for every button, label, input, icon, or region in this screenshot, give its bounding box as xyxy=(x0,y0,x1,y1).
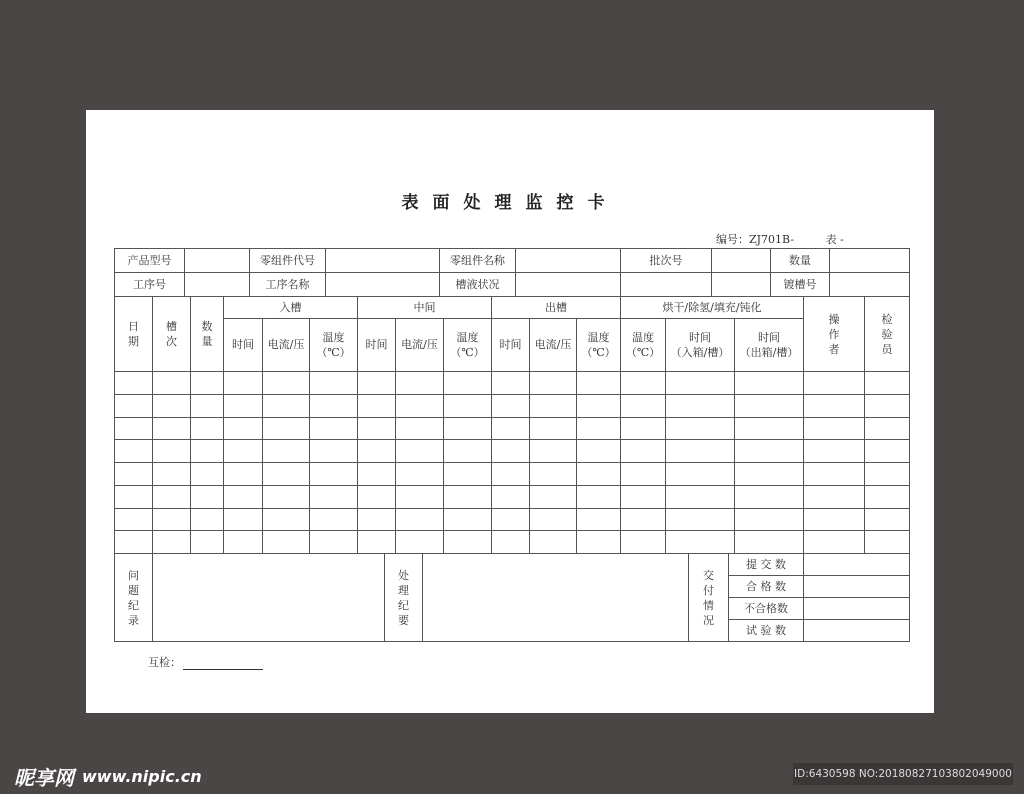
table-cell-r3-c17[interactable] xyxy=(864,417,910,440)
table-cell-r4-c5[interactable] xyxy=(262,439,310,463)
table-cell-r2-c16[interactable] xyxy=(803,394,865,418)
group-in-header: 入槽 xyxy=(223,296,358,319)
table-cell-r1-c11[interactable] xyxy=(529,371,577,395)
process-no-field[interactable] xyxy=(184,272,250,297)
bath-status-field[interactable] xyxy=(515,272,621,297)
table-cell-r7-c5[interactable] xyxy=(262,508,310,531)
table-cell-r2-c2[interactable] xyxy=(152,394,191,418)
bath-status-label: 槽液状况 xyxy=(439,272,516,297)
quantity-label: 数量 xyxy=(770,248,830,273)
table-cell-r7-c4[interactable] xyxy=(223,508,263,531)
sub-bake-time-out: 时间 （出箱/槽） xyxy=(734,318,804,372)
table-cell-r4-c12[interactable] xyxy=(576,439,621,463)
table-cell-r8-c17[interactable] xyxy=(864,530,910,554)
table-cell-r1-c16[interactable] xyxy=(803,371,865,395)
table-cell-r8-c10[interactable] xyxy=(491,530,530,554)
unqualified-count-label: 不合格数 xyxy=(728,597,804,620)
submitted-count-label: 提 交 数 xyxy=(728,553,804,576)
table-cell-r5-c7[interactable] xyxy=(357,462,396,486)
table-cell-r1-c3[interactable] xyxy=(190,371,224,395)
table-cell-r5-c5[interactable] xyxy=(262,462,310,486)
table-cell-r4-c7[interactable] xyxy=(357,439,396,463)
batch-no-label: 批次号 xyxy=(620,248,712,273)
group-mid-header: 中间 xyxy=(357,296,492,319)
table-cell-r6-c3[interactable] xyxy=(190,485,224,509)
table-cell-r1-c7[interactable] xyxy=(357,371,396,395)
table-cell-r4-c11[interactable] xyxy=(529,439,577,463)
table-cell-r5-c16[interactable] xyxy=(803,462,865,486)
plating-tank-field[interactable] xyxy=(829,272,910,297)
table-cell-r2-c14[interactable] xyxy=(665,394,735,418)
sheet-label: 表 - xyxy=(825,233,844,246)
table-cell-r8-c2[interactable] xyxy=(152,530,191,554)
table-cell-r5-c15[interactable] xyxy=(734,462,804,486)
table-cell-r8-c13[interactable] xyxy=(620,530,666,554)
table-cell-r5-c9[interactable] xyxy=(443,462,492,486)
product-model-label: 产品型号 xyxy=(114,248,185,273)
table-cell-r5-c13[interactable] xyxy=(620,462,666,486)
test-count-field[interactable] xyxy=(803,619,910,642)
table-cell-r1-c8[interactable] xyxy=(395,371,444,395)
table-cell-r3-c9[interactable] xyxy=(443,417,492,440)
table-cell-r7-c12[interactable] xyxy=(576,508,621,531)
col-tank-header: 槽 次 xyxy=(152,296,191,372)
col-inspector-header: 检 验 员 xyxy=(864,296,910,372)
table-cell-r2-c5[interactable] xyxy=(262,394,310,418)
table-cell-r8-c14[interactable] xyxy=(665,530,735,554)
table-cell-r2-c1[interactable] xyxy=(114,394,153,418)
group-bake-header: 烘干/除氢/填充/钝化 xyxy=(620,296,804,319)
table-cell-r5-c14[interactable] xyxy=(665,462,735,486)
table-cell-r2-c17[interactable] xyxy=(864,394,910,418)
bath-status-extra-field[interactable] xyxy=(620,272,712,297)
table-cell-r2-c8[interactable] xyxy=(395,394,444,418)
part-name-field[interactable] xyxy=(515,248,621,273)
table-cell-r4-c13[interactable] xyxy=(620,439,666,463)
table-cell-r4-c10[interactable] xyxy=(491,439,530,463)
table-cell-r6-c7[interactable] xyxy=(357,485,396,509)
table-cell-r3-c6[interactable] xyxy=(309,417,358,440)
col-date-header: 日 期 xyxy=(114,296,153,372)
qualified-count-label: 合 格 数 xyxy=(728,575,804,598)
table-cell-r8-c1[interactable] xyxy=(114,530,153,554)
image-id-badge: ID:6430598 NO:20180827103802049000 xyxy=(793,763,1013,785)
table-cell-r3-c13[interactable] xyxy=(620,417,666,440)
table-cell-r4-c3[interactable] xyxy=(190,439,224,463)
part-code-field[interactable] xyxy=(325,248,440,273)
table-cell-r1-c14[interactable] xyxy=(665,371,735,395)
quantity-field[interactable] xyxy=(829,248,910,273)
sub-out-time: 时间 xyxy=(491,318,530,372)
table-cell-r4-c1[interactable] xyxy=(114,439,153,463)
table-cell-r6-c8[interactable] xyxy=(395,485,444,509)
table-cell-r6-c1[interactable] xyxy=(114,485,153,509)
table-cell-r4-c9[interactable] xyxy=(443,439,492,463)
table-cell-r3-c10[interactable] xyxy=(491,417,530,440)
table-cell-r1-c6[interactable] xyxy=(309,371,358,395)
table-cell-r6-c15[interactable] xyxy=(734,485,804,509)
table-cell-r2-c15[interactable] xyxy=(734,394,804,418)
qualified-count-field[interactable] xyxy=(803,575,910,598)
table-cell-r6-c12[interactable] xyxy=(576,485,621,509)
table-cell-r1-c1[interactable] xyxy=(114,371,153,395)
table-cell-r1-c15[interactable] xyxy=(734,371,804,395)
table-cell-r7-c16[interactable] xyxy=(803,508,865,531)
table-cell-r7-c15[interactable] xyxy=(734,508,804,531)
table-cell-r8-c16[interactable] xyxy=(803,530,865,554)
table-cell-r3-c5[interactable] xyxy=(262,417,310,440)
table-cell-r3-c7[interactable] xyxy=(357,417,396,440)
table-cell-r3-c14[interactable] xyxy=(665,417,735,440)
table-cell-r3-c8[interactable] xyxy=(395,417,444,440)
table-cell-r5-c6[interactable] xyxy=(309,462,358,486)
table-cell-r7-c14[interactable] xyxy=(665,508,735,531)
table-cell-r6-c5[interactable] xyxy=(262,485,310,509)
table-cell-r2-c11[interactable] xyxy=(529,394,577,418)
sub-bake-temp: 温度 （℃） xyxy=(620,318,666,372)
table-cell-r5-c1[interactable] xyxy=(114,462,153,486)
table-cell-r7-c11[interactable] xyxy=(529,508,577,531)
table-cell-r1-c12[interactable] xyxy=(576,371,621,395)
mutual-check-signature xyxy=(148,654,263,670)
issue-record-label: 问 题 纪 录 xyxy=(114,553,153,642)
table-cell-r7-c1[interactable] xyxy=(114,508,153,531)
table-cell-r4-c2[interactable] xyxy=(152,439,191,463)
unqualified-count-field[interactable] xyxy=(803,597,910,620)
table-cell-r6-c17[interactable] xyxy=(864,485,910,509)
sub-mid-current: 电流/压 xyxy=(395,318,444,372)
sub-in-temp: 温度 （℃） xyxy=(309,318,358,372)
table-cell-r3-c15[interactable] xyxy=(734,417,804,440)
table-cell-r6-c11[interactable] xyxy=(529,485,577,509)
table-cell-r8-c8[interactable] xyxy=(395,530,444,554)
table-cell-r2-c10[interactable] xyxy=(491,394,530,418)
table-cell-r3-c11[interactable] xyxy=(529,417,577,440)
handling-summary-field[interactable] xyxy=(422,553,689,642)
table-cell-r2-c7[interactable] xyxy=(357,394,396,418)
table-cell-r8-c11[interactable] xyxy=(529,530,577,554)
table-cell-r2-c9[interactable] xyxy=(443,394,492,418)
table-cell-r8-c6[interactable] xyxy=(309,530,358,554)
sub-out-current: 电流/压 xyxy=(529,318,577,372)
table-cell-r3-c3[interactable] xyxy=(190,417,224,440)
table-cell-r6-c9[interactable] xyxy=(443,485,492,509)
table-cell-r7-c8[interactable] xyxy=(395,508,444,531)
mutual-check-label: 互检： xyxy=(148,656,181,669)
table-cell-r6-c16[interactable] xyxy=(803,485,865,509)
table-cell-r4-c6[interactable] xyxy=(309,439,358,463)
handling-summary-label: 处 理 纪 要 xyxy=(384,553,423,642)
table-cell-r2-c13[interactable] xyxy=(620,394,666,418)
table-cell-r7-c7[interactable] xyxy=(357,508,396,531)
table-cell-r8-c9[interactable] xyxy=(443,530,492,554)
table-cell-r6-c13[interactable] xyxy=(620,485,666,509)
submitted-count-field[interactable] xyxy=(803,553,910,576)
table-cell-r2-c4[interactable] xyxy=(223,394,263,418)
process-no-label: 工序号 xyxy=(114,272,185,297)
table-cell-r3-c16[interactable] xyxy=(803,417,865,440)
table-cell-r4-c17[interactable] xyxy=(864,439,910,463)
table-cell-r1-c10[interactable] xyxy=(491,371,530,395)
process-name-label: 工序名称 xyxy=(249,272,326,297)
table-cell-r7-c10[interactable] xyxy=(491,508,530,531)
table-cell-r8-c5[interactable] xyxy=(262,530,310,554)
issue-record-field[interactable] xyxy=(152,553,385,642)
col-qty-header: 数 量 xyxy=(190,296,224,372)
table-cell-r8-c3[interactable] xyxy=(190,530,224,554)
form-title: 表面处理监控卡 xyxy=(401,193,619,213)
table-cell-r5-c2[interactable] xyxy=(152,462,191,486)
table-cell-r3-c4[interactable] xyxy=(223,417,263,440)
mutual-check-signature-line[interactable] xyxy=(183,659,263,670)
table-cell-r3-c1[interactable] xyxy=(114,417,153,440)
table-cell-r1-c5[interactable] xyxy=(262,371,310,395)
table-cell-r7-c3[interactable] xyxy=(190,508,224,531)
table-cell-r4-c15[interactable] xyxy=(734,439,804,463)
table-cell-r3-c12[interactable] xyxy=(576,417,621,440)
table-cell-r3-c2[interactable] xyxy=(152,417,191,440)
table-cell-r8-c7[interactable] xyxy=(357,530,396,554)
watermark-url: www.nipic.cn xyxy=(82,767,202,786)
table-cell-r6-c14[interactable] xyxy=(665,485,735,509)
table-cell-r5-c3[interactable] xyxy=(190,462,224,486)
table-cell-r7-c9[interactable] xyxy=(443,508,492,531)
table-cell-r6-c2[interactable] xyxy=(152,485,191,509)
table-cell-r1-c17[interactable] xyxy=(864,371,910,395)
sub-in-current: 电流/压 xyxy=(262,318,310,372)
bath-status-extra-field-2[interactable] xyxy=(711,272,771,297)
table-cell-r4-c4[interactable] xyxy=(223,439,263,463)
table-cell-r7-c17[interactable] xyxy=(864,508,910,531)
delivery-status-label: 交 付 情 况 xyxy=(688,553,729,642)
table-cell-r6-c6[interactable] xyxy=(309,485,358,509)
table-cell-r1-c13[interactable] xyxy=(620,371,666,395)
product-model-field[interactable] xyxy=(184,248,250,273)
table-cell-r5-c8[interactable] xyxy=(395,462,444,486)
table-cell-r5-c10[interactable] xyxy=(491,462,530,486)
batch-no-field[interactable] xyxy=(711,248,771,273)
table-cell-r8-c4[interactable] xyxy=(223,530,263,554)
table-cell-r1-c4[interactable] xyxy=(223,371,263,395)
table-cell-r5-c11[interactable] xyxy=(529,462,577,486)
table-cell-r7-c13[interactable] xyxy=(620,508,666,531)
table-cell-r4-c8[interactable] xyxy=(395,439,444,463)
table-cell-r4-c14[interactable] xyxy=(665,439,735,463)
sub-in-time: 时间 xyxy=(223,318,263,372)
table-cell-r2-c6[interactable] xyxy=(309,394,358,418)
table-cell-r6-c10[interactable] xyxy=(491,485,530,509)
table-cell-r8-c12[interactable] xyxy=(576,530,621,554)
table-cell-r1-c2[interactable] xyxy=(152,371,191,395)
table-cell-r2-c12[interactable] xyxy=(576,394,621,418)
col-operator-header: 操 作 者 xyxy=(803,296,865,372)
sub-bake-time-in: 时间 （入箱/槽） xyxy=(665,318,735,372)
code-label: 编号：ZJ701B- xyxy=(716,233,795,246)
group-out-header: 出槽 xyxy=(491,296,621,319)
table-cell-r4-c16[interactable] xyxy=(803,439,865,463)
plating-tank-label: 镀槽号 xyxy=(770,272,830,297)
table-cell-r5-c4[interactable] xyxy=(223,462,263,486)
part-code-label: 零组件代号 xyxy=(249,248,326,273)
process-name-field[interactable] xyxy=(325,272,440,297)
sub-mid-temp: 温度 （℃） xyxy=(443,318,492,372)
test-count-label: 试 验 数 xyxy=(728,619,804,642)
table-cell-r1-c9[interactable] xyxy=(443,371,492,395)
watermark xyxy=(14,762,202,791)
watermark-brand: 昵享网 xyxy=(14,766,74,790)
sub-mid-time: 时间 xyxy=(357,318,396,372)
form-code xyxy=(716,231,872,247)
table-cell-r5-c17[interactable] xyxy=(864,462,910,486)
table-cell-r2-c3[interactable] xyxy=(190,394,224,418)
table-cell-r8-c15[interactable] xyxy=(734,530,804,554)
sub-out-temp: 温度 （℃） xyxy=(576,318,621,372)
table-cell-r5-c12[interactable] xyxy=(576,462,621,486)
table-cell-r6-c4[interactable] xyxy=(223,485,263,509)
table-cell-r7-c6[interactable] xyxy=(309,508,358,531)
table-cell-r7-c2[interactable] xyxy=(152,508,191,531)
part-name-label: 零组件名称 xyxy=(439,248,516,273)
